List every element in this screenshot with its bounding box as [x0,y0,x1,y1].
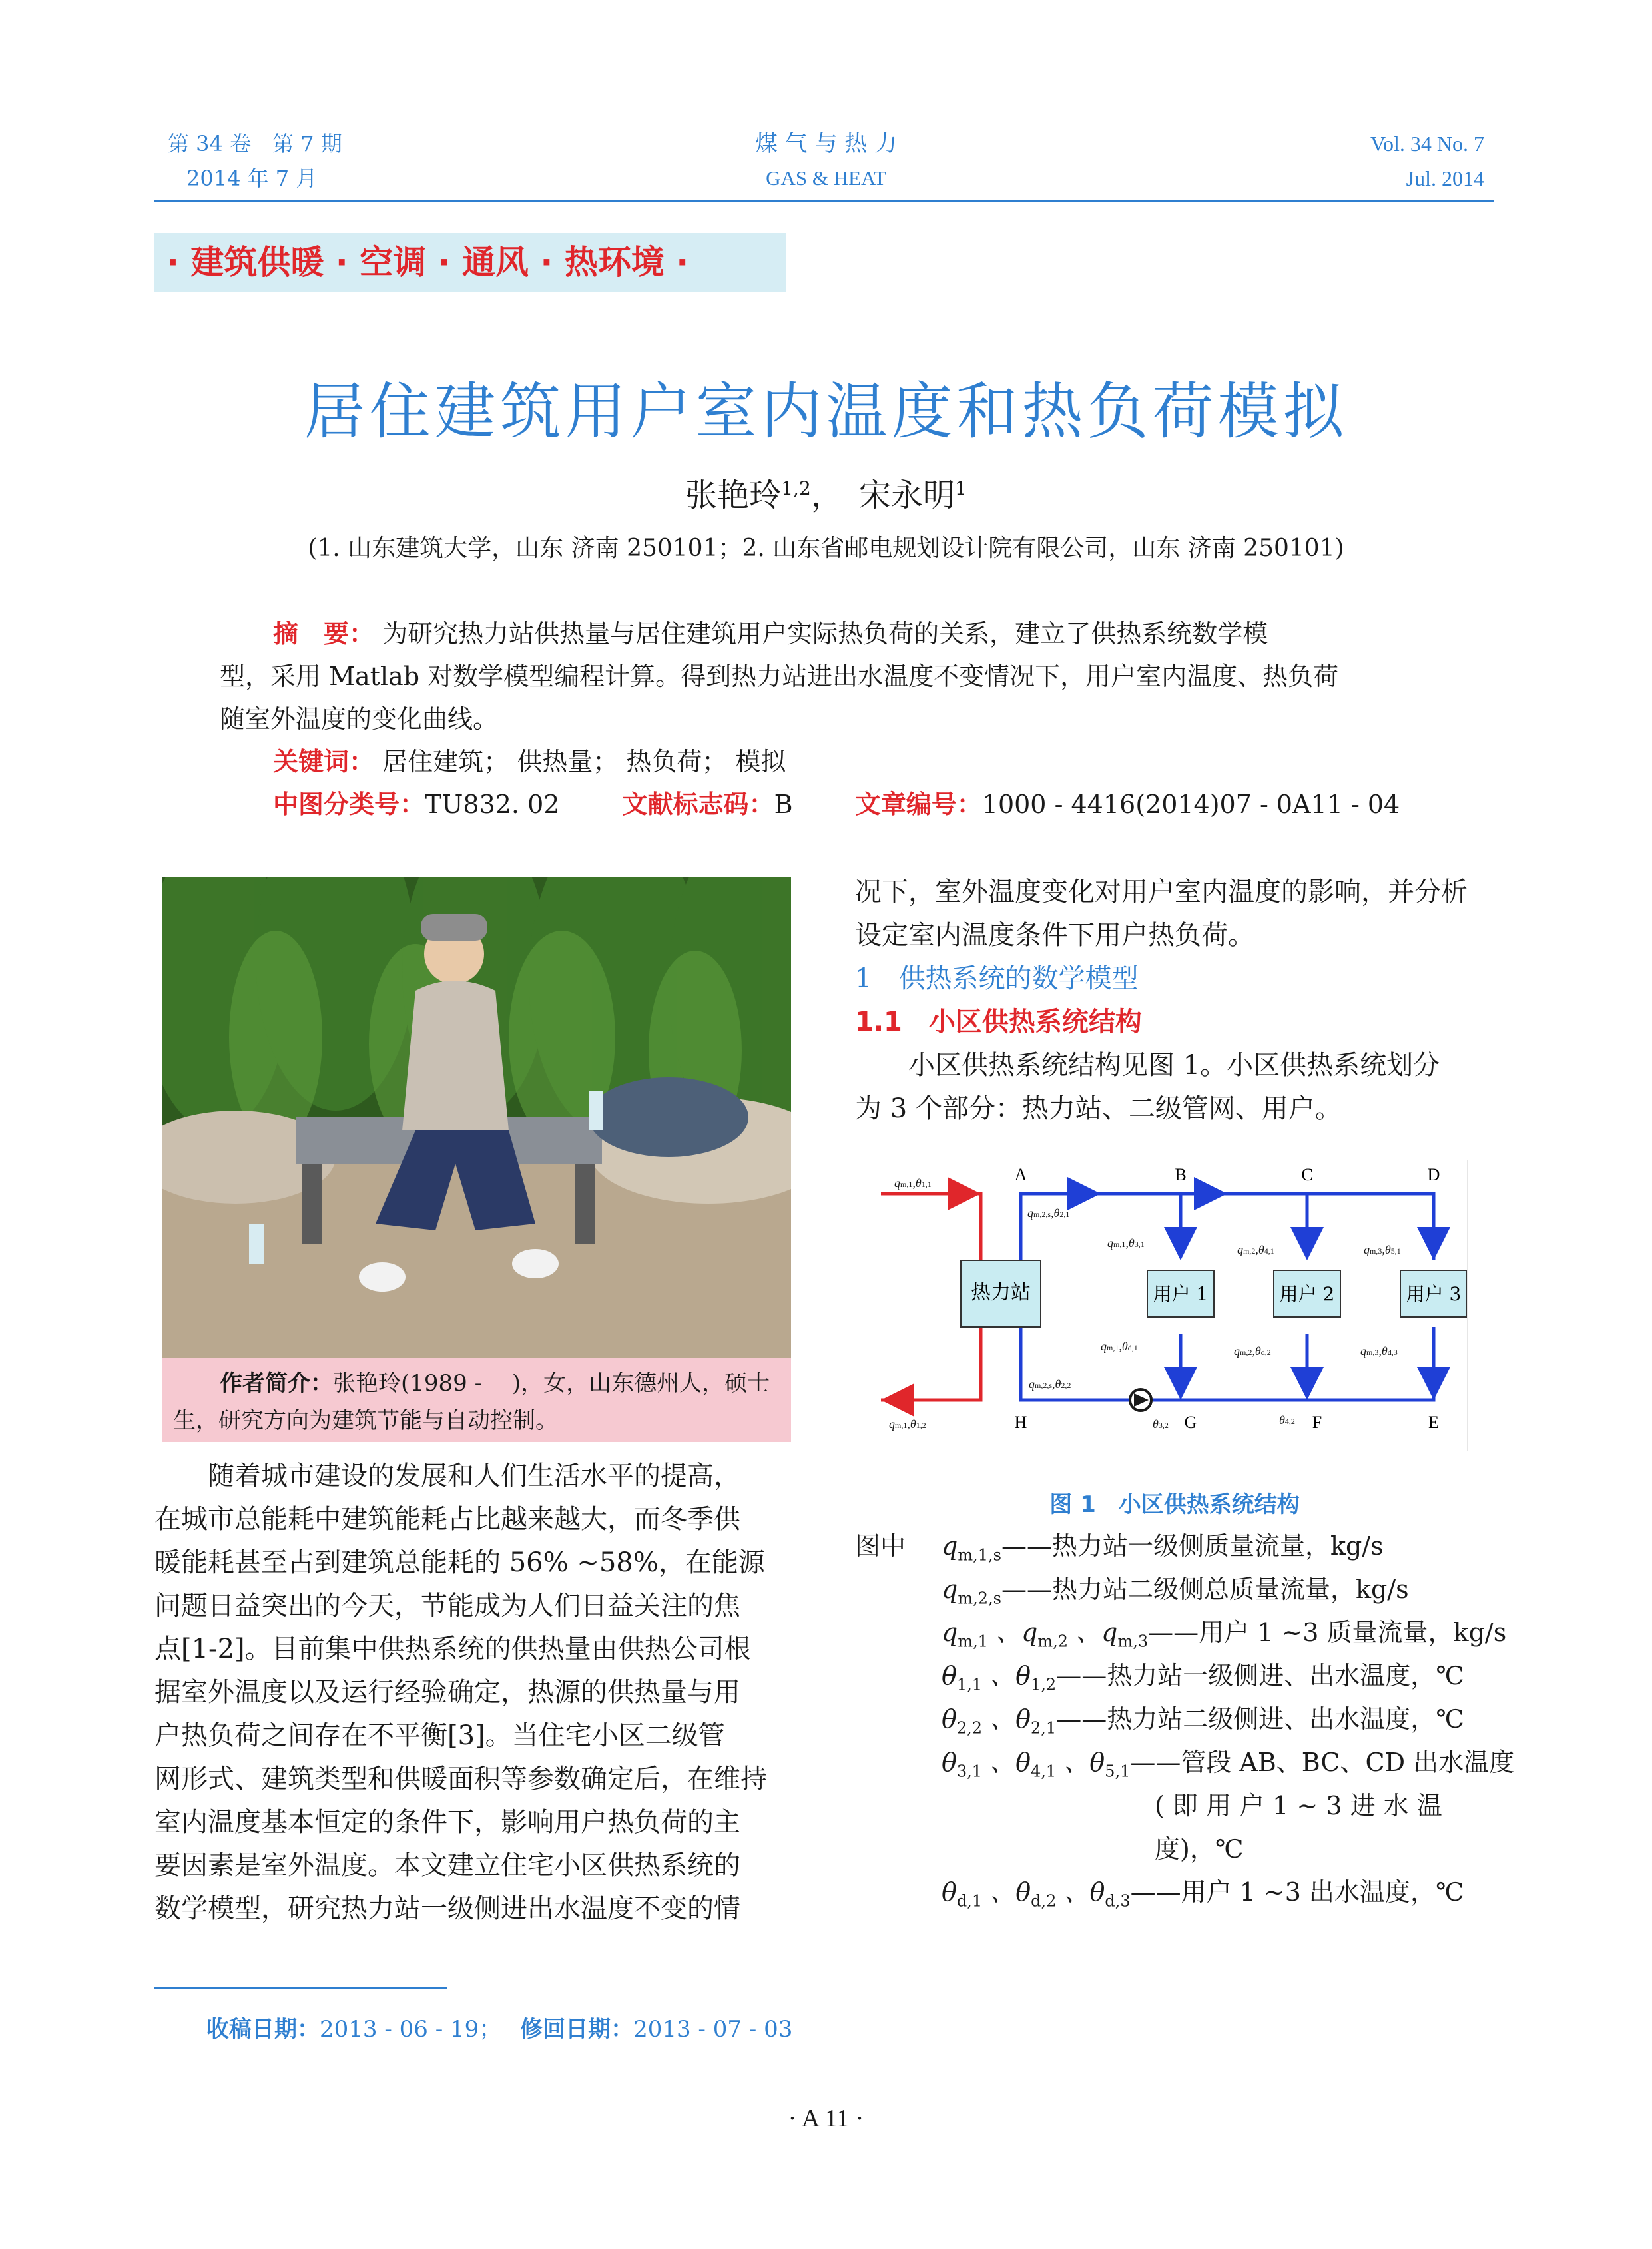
legend-text: ——热力站一级侧进、出水温度，℃ [1056,1661,1464,1690]
article-number-label: 文章编号： [855,790,982,819]
node-label: H [1014,1413,1027,1432]
user-1-label: 用户 1 [1153,1283,1209,1305]
journal-name-en: GAS & HEAT [766,166,886,190]
keywords: 居住建筑； 供热量； 热负荷； 模拟 [382,747,786,776]
author-2: 宋永明 [858,477,955,514]
node-label: E [1428,1413,1439,1432]
volume-issue-en: Vol. 34 No. 7 [1370,132,1484,156]
node-label: C [1301,1165,1313,1184]
doc-code-label: 文献标志码： [622,790,774,819]
svg-text:qm,3,θd,3: qm,3,θd,3 [1360,1344,1398,1358]
svg-text:qm,1,θ1,2: qm,1,θ1,2 [889,1417,926,1431]
body-line: 随着城市建设的发展和人们生活水平的提高， [208,1461,740,1491]
revised-label: 修回日期： [520,2016,634,2043]
legend-text: ——管段 AB、BC、CD 出水温度 [1130,1748,1515,1777]
svg-text:θ4,2: θ4,2 [1279,1413,1295,1427]
legend-text: ——用户 1 ~3 质量流量，kg/s [1148,1618,1507,1647]
journal-volume-en [1370,126,1484,196]
legend-text: ——热力站一级侧质量流量，kg/s [1001,1531,1384,1561]
node-label: F [1312,1413,1322,1432]
svg-text:qm,2,θ4,1: qm,2,θ4,1 [1237,1243,1274,1256]
body-line: 户热负荷之间存在不平衡[3]。当住宅小区二级管 [154,1720,725,1751]
author-1-affil: 1,2 [781,477,811,499]
received-label: 收稿日期： [206,2016,320,2043]
body-line: 据室外温度以及运行经验确定，热源的供热量与用 [154,1677,740,1708]
station-label: 热力站 [971,1281,1031,1304]
author-bio [162,1358,791,1442]
node-label: G [1184,1413,1197,1432]
svg-text:qm,1,θ1,1: qm,1,θ1,1 [894,1176,932,1190]
body-line: 数学模型，研究热力站一级侧进出水温度不变的情 [154,1893,740,1924]
body-line: 暖能耗甚至占到建筑总能耗的 56% ~58%，在能源 [154,1547,765,1578]
figure-legend: 图中 $q_{m,1,s}——$热力站一级侧质量流量，kg/s $q_{m,2,s}——$热力站二级侧总质量流量，kg/s $q_{m,1}$ 、$q_{m,2}$ 、$q_{m,3}——$用户 1 ~3 质量流量，kg/s $\theta_{1,1}$ 、$\theta_{1,2}——$热力站一级侧进、出水温度，℃ $\theta_{2,2}$ 、$\theta_{2,1}——$热力站二级侧进、出水温度，℃ $\theta_{3,1}$ 、$\theta_{4,1}$ 、$\theta_{5,1}——$管段 AB、BC、CD 出水温度 ( 即 用 户 1 ~ 3 进 水 温 度)，℃ $\theta_{d,1}$ 、$\theta_{d,2}$ 、$\theta_{d,3}——$用户 1 ~3 出水温度，℃ [855,1525,1494,1937]
body-line: 况下，室外温度变化对用户室内温度的影响，并分析 [855,877,1468,907]
body-line: 室内温度基本恒定的条件下，影响用户热负荷的主 [154,1807,740,1838]
received-date: 2013 - 06 - 19； [320,2016,491,2043]
node-label: B [1175,1165,1187,1184]
revised-date: 2013 - 07 - 03 [633,2016,793,2043]
issue-date-en: Jul. 2014 [1406,166,1484,190]
svg-text:θ3,2: θ3,2 [1153,1417,1169,1431]
abstract-label: 摘 要： [273,619,375,648]
svg-text:qm,2,s,θ2,2: qm,2,s,θ2,2 [1029,1377,1071,1391]
affiliation: (1. 山东建筑大学，山东 济南 250101；2. 山东省邮电规划设计院有限公司，山东 济南 250101) [308,535,1344,562]
section-tag: · 建筑供暖 · 空调 · 通风 · 热环境 · [154,233,786,292]
svg-text:qm,1,θ3,1: qm,1,θ3,1 [1107,1236,1145,1250]
body-line: 网形式、建筑类型和供暖面积等参数确定后，在维持 [154,1764,767,1794]
legend-text: 度)，℃ [1155,1834,1244,1864]
body-line: 小区供热系统结构见图 1。小区供热系统划分 [908,1050,1440,1081]
article-number: 1000 - 4416(2014)07 - 0A11 - 04 [981,790,1400,819]
abstract-line: 随室外温度的变化曲线。 [220,704,499,734]
issue-date: 2014 年 7 月 [186,166,318,191]
author-photo-image [162,877,791,1358]
author-2-affil: 1 [954,477,967,499]
subsection-heading: 1.1 小区供热系统结构 [855,1007,1142,1037]
doc-code: B [774,790,793,819]
abstract [220,613,1438,826]
body-line: 问题日益突出的今天，节能成为人们日益关注的焦 [154,1591,740,1621]
author-separator: ， [810,477,827,514]
bio-text: 生，研究方向为建筑节能与自动控制。 [173,1407,558,1434]
legend-text: ( 即 用 户 1 ~ 3 进 水 温 [1155,1791,1442,1820]
footnote-divider [154,1987,447,1989]
abstract-line: 型，采用 Matlab 对数学模型编程计算。得到热力站进出水温度不变情况下，用户室内温度、热负荷 [220,662,1339,691]
header-divider [154,200,1494,202]
abstract-line: 为研究热力站供热量与居住建筑用户实际热负荷的关系，建立了供热系统数学模 [382,619,1268,648]
legend-intro: 图中 [855,1531,906,1561]
node-label: D [1427,1165,1440,1184]
author-1: 张艳玲 [685,477,782,514]
heating-system-diagram [874,1160,1467,1451]
section-heading: 1 供热系统的数学模型 [855,963,1139,994]
node-label: A [1014,1165,1027,1184]
journal-name-cn: 煤 气 与 热 力 [754,130,898,157]
authors [0,469,1652,515]
legend-text: ——热力站二级侧总质量流量，kg/s [1001,1575,1409,1604]
bio-text: 张艳玲(1989 - )，女，山东德州人，硕士 [333,1370,770,1397]
left-column-body [154,1455,799,1931]
author-photo [162,877,791,1358]
clc-number: TU832. 02 [425,790,560,819]
body-line: 在城市总能耗中建筑能耗占比越来越大，而冬季供 [154,1504,740,1535]
body-line: 点[1-2]。目前集中供热系统的供热量由供热公司根 [154,1634,751,1664]
bio-label: 作者简介： [220,1370,333,1397]
body-line: 要因素是室外温度。本文建立住宅小区供热系统的 [154,1850,740,1881]
clc-label: 中图分类号： [273,790,425,819]
figure-1 [874,1160,1468,1451]
page-number: · A 11 · [788,2105,864,2132]
user-2-label: 用户 2 [1279,1283,1335,1305]
legend-text: ——用户 1 ~3 出水温度，℃ [1130,1877,1464,1907]
body-line: 设定室内温度条件下用户热负荷。 [855,920,1254,951]
keywords-label: 关键词： [273,747,375,776]
user-3-label: 用户 3 [1406,1283,1462,1305]
figure-caption: 图 1 小区供热系统结构 [1049,1491,1300,1518]
volume-issue: 第 34 卷 第 7 期 [168,131,342,156]
paper-title: 居住建筑用户室内温度和热负荷模拟 [304,376,1348,447]
legend-text: ——热力站二级侧进、出水温度，℃ [1056,1704,1464,1734]
right-column-body [855,871,1494,1130]
svg-text:qm,1,θd,1: qm,1,θd,1 [1101,1340,1138,1353]
body-line: 为 3 个部分：热力站、二级管网、用户。 [855,1093,1342,1124]
svg-text:qm,3,θ5,1: qm,3,θ5,1 [1364,1243,1401,1256]
svg-text:qm,2,θd,2: qm,2,θd,2 [1234,1344,1271,1358]
footnote-dates [206,2011,792,2043]
svg-text:qm,2,s,θ2,1: qm,2,s,θ2,1 [1027,1206,1070,1220]
